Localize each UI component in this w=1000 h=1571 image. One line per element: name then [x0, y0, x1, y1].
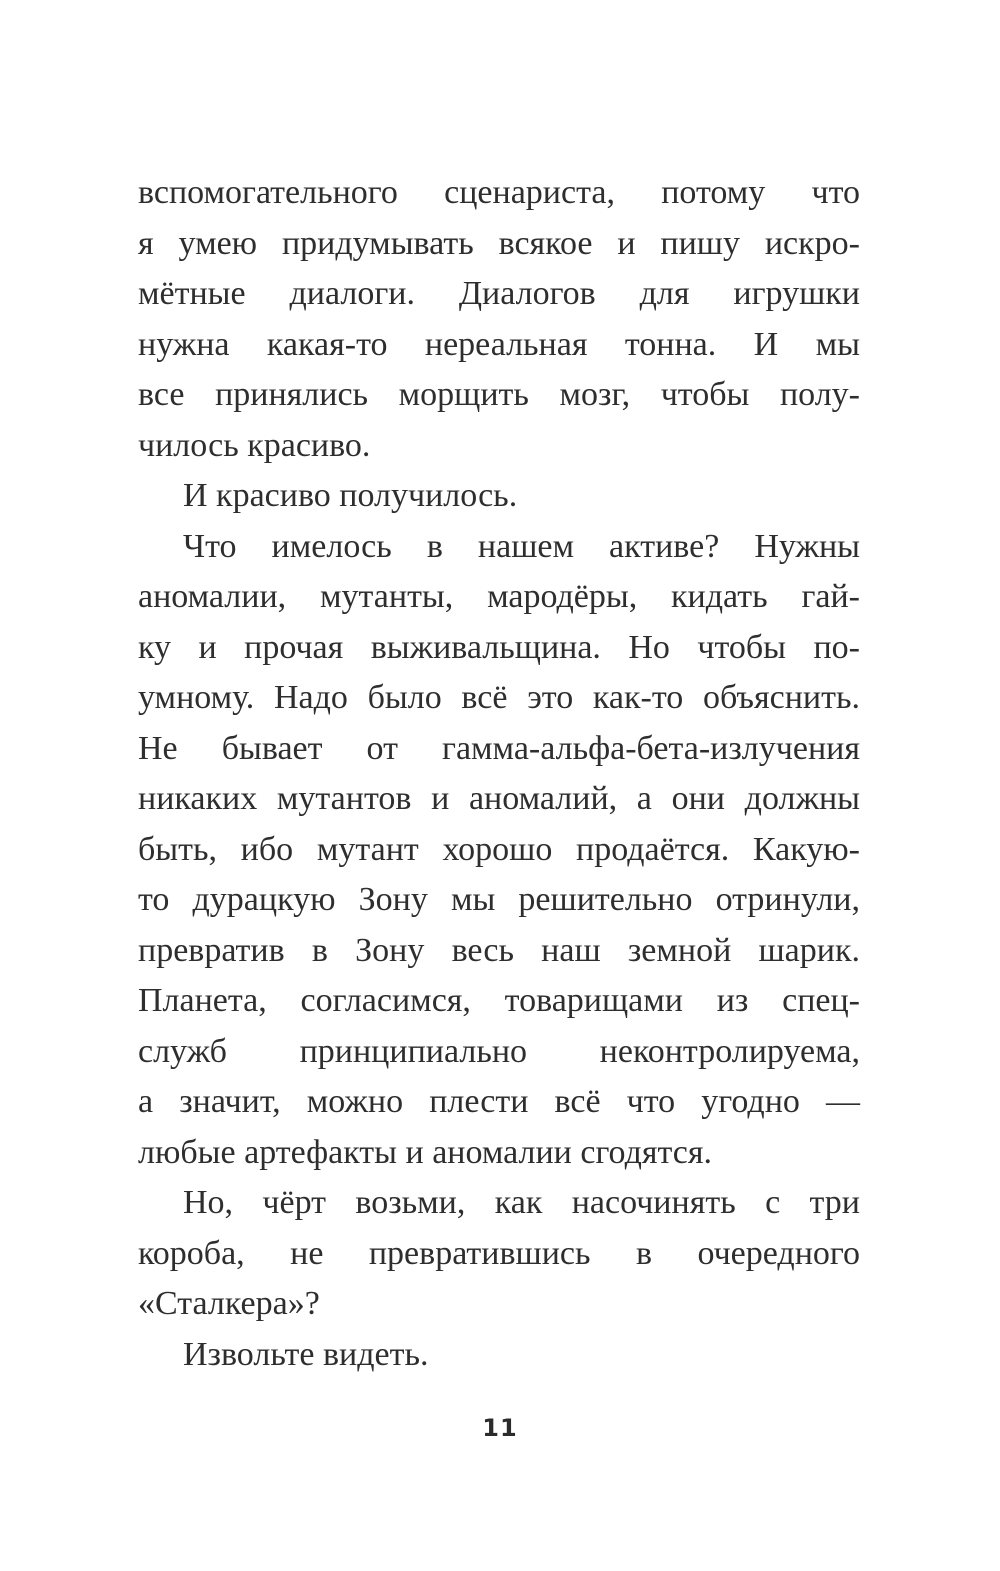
- text-line: превратив в Зону весь наш земной шарик.: [138, 931, 860, 969]
- text-line: Но, чёрт возьми, как насочинять с три: [183, 1184, 860, 1221]
- text-line: «Сталкера»?: [138, 1285, 320, 1322]
- text-line: я умею придумывать всякое и пишу искро-: [138, 224, 860, 262]
- text-line: аномалии, мутанты, мародёры, кидать гай-: [138, 578, 860, 615]
- text-line: мётные диалоги. Диалогов для игрушки: [138, 275, 860, 312]
- text-line: Планета, согласимся, товарищами из спец-: [138, 982, 860, 1019]
- text-line: И красиво получилось.: [183, 477, 518, 514]
- text-line: все принялись морщить мозг, чтобы полу-: [138, 376, 860, 413]
- text-line: нужна какая-то нереальная тонна. И мы: [138, 325, 860, 363]
- text-line: быть, ибо мутант хорошо продаётся. Какую-: [138, 830, 860, 868]
- text-line: никаких мутантов и аномалий, а они должны: [138, 780, 860, 817]
- text-line: любые артефакты и аномалии сгодятся.: [138, 1133, 713, 1171]
- text-line: умному. Надо было всё это как-то объяснить.: [138, 679, 860, 716]
- text-line: ку и прочая выживальщина. Но чтобы по-: [138, 628, 860, 666]
- text-line: то дурацкую Зону мы решительно отринули,: [138, 881, 860, 918]
- text-line: Не бывает от гамма-альфа-бета-излучения: [138, 729, 860, 767]
- text-line: вспомогательного сценариста, потому что: [138, 174, 860, 211]
- body-text: [138, 168, 860, 1380]
- text-line: а значит, можно плести всё что угодно —: [138, 1083, 860, 1120]
- page-number: 11: [482, 1414, 518, 1442]
- text-line: чилось красиво.: [138, 426, 371, 464]
- text-line: короба, не превратившись в очередного: [138, 1234, 860, 1272]
- text-line: служб принципиально неконтролируема,: [138, 1032, 860, 1070]
- text-line: Извольте видеть.: [183, 1335, 429, 1373]
- text-line: Что имелось в нашем активе? Нужны: [183, 527, 860, 565]
